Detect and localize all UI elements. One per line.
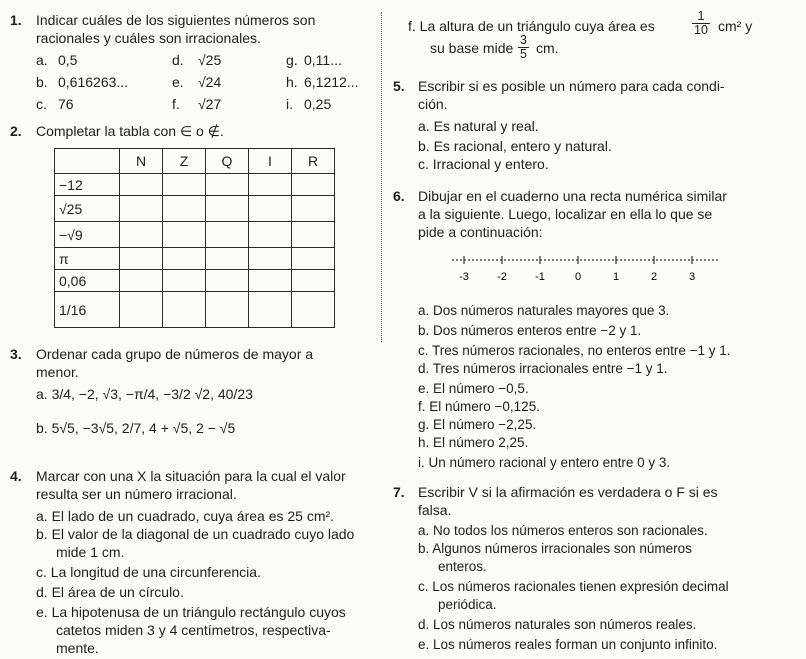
table-header-row [55, 149, 335, 174]
table-cell[interactable] [120, 174, 163, 196]
ex3-number: 3. [10, 346, 22, 362]
ex6-line1: Dibujar en el cuaderno una recta numérica similar [418, 188, 727, 204]
row-label: 0,06 [55, 270, 120, 292]
tick-label: -3 [459, 271, 469, 283]
ex1-number: 1. [10, 12, 22, 28]
ex1-item-c: 76 [58, 96, 74, 112]
table-row [55, 248, 335, 270]
fraction-denominator: 5 [520, 47, 527, 61]
ex7-item-e: e. Los números reales forman un conjunto infinito. [418, 637, 718, 652]
table-cell[interactable] [292, 222, 335, 248]
ex6-item-a: a. Dos números naturales mayores que 3. [418, 303, 670, 318]
ex3-line2: menor. [36, 364, 79, 380]
ex4-line1: Marcar con una X la situación para la cual el valor [36, 468, 346, 484]
table-cell[interactable] [249, 270, 292, 292]
ex5-item-c: c. Irracional y entero. [418, 156, 549, 172]
ex4-item-e-cont2: mente. [56, 640, 99, 656]
f-item-fraction-1 [692, 10, 710, 37]
table-cell[interactable] [206, 174, 249, 196]
tick-label: -2 [497, 271, 507, 283]
ex6-item-b: b. Dos números enteros entre −2 y 1. [418, 323, 642, 338]
ex5-item-a: a. Es natural y real. [418, 118, 539, 134]
table-cell[interactable] [163, 222, 206, 248]
table-row [55, 270, 335, 292]
table-cell[interactable] [249, 222, 292, 248]
ex2-number: 2. [10, 123, 22, 139]
ex7-item-c: c. Los números racionales tienen expresión decimal [418, 579, 729, 594]
table-row [55, 196, 335, 222]
ex1-item-i-label: i. [286, 96, 293, 112]
row-label: √25 [55, 196, 120, 222]
ex4-item-e: e. La hipotenusa de un triángulo rectángulo cuyos [36, 604, 346, 620]
table-cell[interactable] [206, 248, 249, 270]
ex1-item-c-label: c. [36, 96, 47, 112]
ex7-item-a: a. No todos los números enteros son racionales. [418, 523, 708, 538]
ex1-item-h: 6,1212... [304, 74, 359, 90]
ex3-item-b: b. 5√5, −3√5, 2/7, 4 + √5, 2 − √5 [36, 420, 236, 436]
ex5-line1: Escribir si es posible un número para cada condi- [418, 78, 725, 94]
ex6-item-i: i. Un número racional y entero entre 0 y 3. [418, 455, 671, 470]
tick-label: -1 [535, 271, 545, 283]
ex4-item-e-cont1: catetos miden 3 y 4 centímetros, respectiva- [56, 622, 331, 638]
table-cell[interactable] [206, 270, 249, 292]
ex6-line2: a la siguiente. Luego, localizar en ella lo que se [418, 206, 713, 222]
table-cell[interactable] [163, 270, 206, 292]
ex6-item-d: d. Tres números irracionales entre −1 y 1. [418, 361, 668, 376]
ex4-line2: resulta ser un número irracional. [36, 486, 237, 502]
ex7-line1: Escribir V si la afirmación es verdadera o F si es [418, 484, 718, 500]
table-cell[interactable] [163, 174, 206, 196]
fraction-numerator: 1 [692, 10, 710, 24]
ex1-item-b: 0,616263... [58, 74, 129, 90]
ex1-item-b-label: b. [36, 74, 48, 90]
fraction-numerator: 3 [520, 33, 527, 47]
table-header-R: R [292, 149, 335, 174]
ex1-item-i: 0,25 [304, 96, 332, 112]
ex1-item-f-label: f. [172, 96, 180, 112]
ex5-item-b: b. Es racional, entero y natural. [418, 138, 612, 154]
ex1-item-a-label: a. [36, 52, 48, 68]
ex5-number: 5. [393, 78, 405, 94]
ex1-item-d: √25 [198, 52, 222, 68]
table-cell[interactable] [163, 292, 206, 328]
ex7-line2: falsa. [418, 502, 452, 518]
tick-label: 2 [650, 271, 658, 283]
table-cell[interactable] [120, 270, 163, 292]
ex4-item-b: b. El valor de la diagonal de un cuadrado cuyo lado [36, 526, 355, 542]
ex4-number: 4. [10, 468, 22, 484]
table-cell[interactable] [249, 196, 292, 222]
ex3-line1: Ordenar cada grupo de números de mayor a [36, 346, 314, 362]
ex5-line2: ción. [418, 96, 448, 112]
f-item-tail1: cm² y [718, 18, 753, 34]
table-corner [55, 149, 120, 174]
table-row [55, 222, 335, 248]
table-cell[interactable] [292, 174, 335, 196]
ex7-item-c-cont: periódica. [438, 597, 497, 612]
ex7-item-b-cont: enteros. [438, 559, 487, 574]
row-label: −√9 [55, 222, 120, 248]
ex1-item-g-label: g. [286, 52, 298, 68]
table-cell[interactable] [206, 222, 249, 248]
ex6-item-g: g. El número −2,25. [418, 417, 537, 432]
tick-label: 0 [574, 271, 582, 283]
table-cell[interactable] [120, 196, 163, 222]
ex4-item-d: d. El área de un círculo. [36, 584, 184, 600]
ex1-item-f: √27 [198, 96, 222, 112]
ex6-item-c: c. Tres números racionales, no enteros entre −1 y 1. [418, 343, 731, 358]
ex6-line3: pide a continuación: [418, 224, 543, 240]
column-divider [381, 12, 382, 342]
ex6-item-h: h. El número 2,25. [418, 435, 529, 450]
ex1-item-e-label: e. [172, 74, 184, 90]
ex1-item-a: 0,5 [58, 52, 78, 68]
table-cell[interactable] [249, 174, 292, 196]
ex4-item-b-cont: mide 1 cm. [56, 544, 125, 560]
row-label: 1/16 [55, 292, 120, 328]
ex6-number: 6. [393, 188, 405, 204]
row-label: −12 [55, 174, 120, 196]
table-cell[interactable] [249, 292, 292, 328]
table-header-I: I [249, 149, 292, 174]
tick-label: 1 [612, 271, 620, 283]
number-line [452, 252, 722, 286]
table-cell[interactable] [249, 248, 292, 270]
ex3-item-a: a. 3/4, −2, √3, −π/4, −3/2 √2, 40/23 [36, 386, 253, 402]
row-label: π [55, 248, 120, 270]
table-cell[interactable] [120, 292, 163, 328]
membership-table [54, 148, 335, 328]
ex1-item-g: 0,11... [304, 52, 342, 68]
ex4-item-a: a. El lado de un cuadrado, cuya área es 25 cm². [36, 508, 335, 524]
ex2-text: Completar la tabla con ∈ o ∉. [36, 123, 224, 139]
table-header-N: N [120, 149, 163, 174]
f-item-line1: f. La altura de un triángulo cuya área es [408, 18, 655, 34]
ex7-item-b: b. Algunos números irracionales son números [418, 541, 692, 556]
table-cell[interactable] [292, 270, 335, 292]
ex7-number: 7. [393, 484, 405, 500]
table-header-Z: Z [163, 149, 206, 174]
table-cell[interactable] [163, 196, 206, 222]
table-cell[interactable] [292, 196, 335, 222]
table-cell[interactable] [120, 248, 163, 270]
table-cell[interactable] [292, 248, 335, 270]
ex1-item-d-label: d. [172, 52, 184, 68]
f-item-fraction-2 [518, 34, 529, 61]
ex1-line1: Indicar cuáles de los siguientes números son [36, 12, 316, 28]
table-row [55, 174, 335, 196]
ex1-item-h-label: h. [286, 74, 298, 90]
table-row [55, 292, 335, 328]
f-item-tail2: cm. [536, 40, 559, 56]
table-cell[interactable] [120, 222, 163, 248]
f-item-line2: su base mide [430, 40, 514, 56]
table-cell[interactable] [206, 196, 249, 222]
ex6-item-f: f. El número −0,125. [418, 399, 540, 414]
table-header-Q: Q [206, 149, 249, 174]
table-cell[interactable] [206, 292, 249, 328]
fraction-denominator: 10 [694, 23, 708, 37]
table-cell[interactable] [163, 248, 206, 270]
tick-label: 3 [688, 271, 696, 283]
ex6-item-e: e. El número −0,5. [418, 381, 529, 396]
ex4-item-c: c. La longitud de una circunferencia. [36, 564, 261, 580]
ex1-line2: racionales y cuáles son irracionales. [36, 30, 261, 46]
ex7-item-d: d. Los números naturales son números reales. [418, 617, 697, 632]
table-cell[interactable] [292, 292, 335, 328]
ex1-item-e: √24 [198, 74, 222, 90]
